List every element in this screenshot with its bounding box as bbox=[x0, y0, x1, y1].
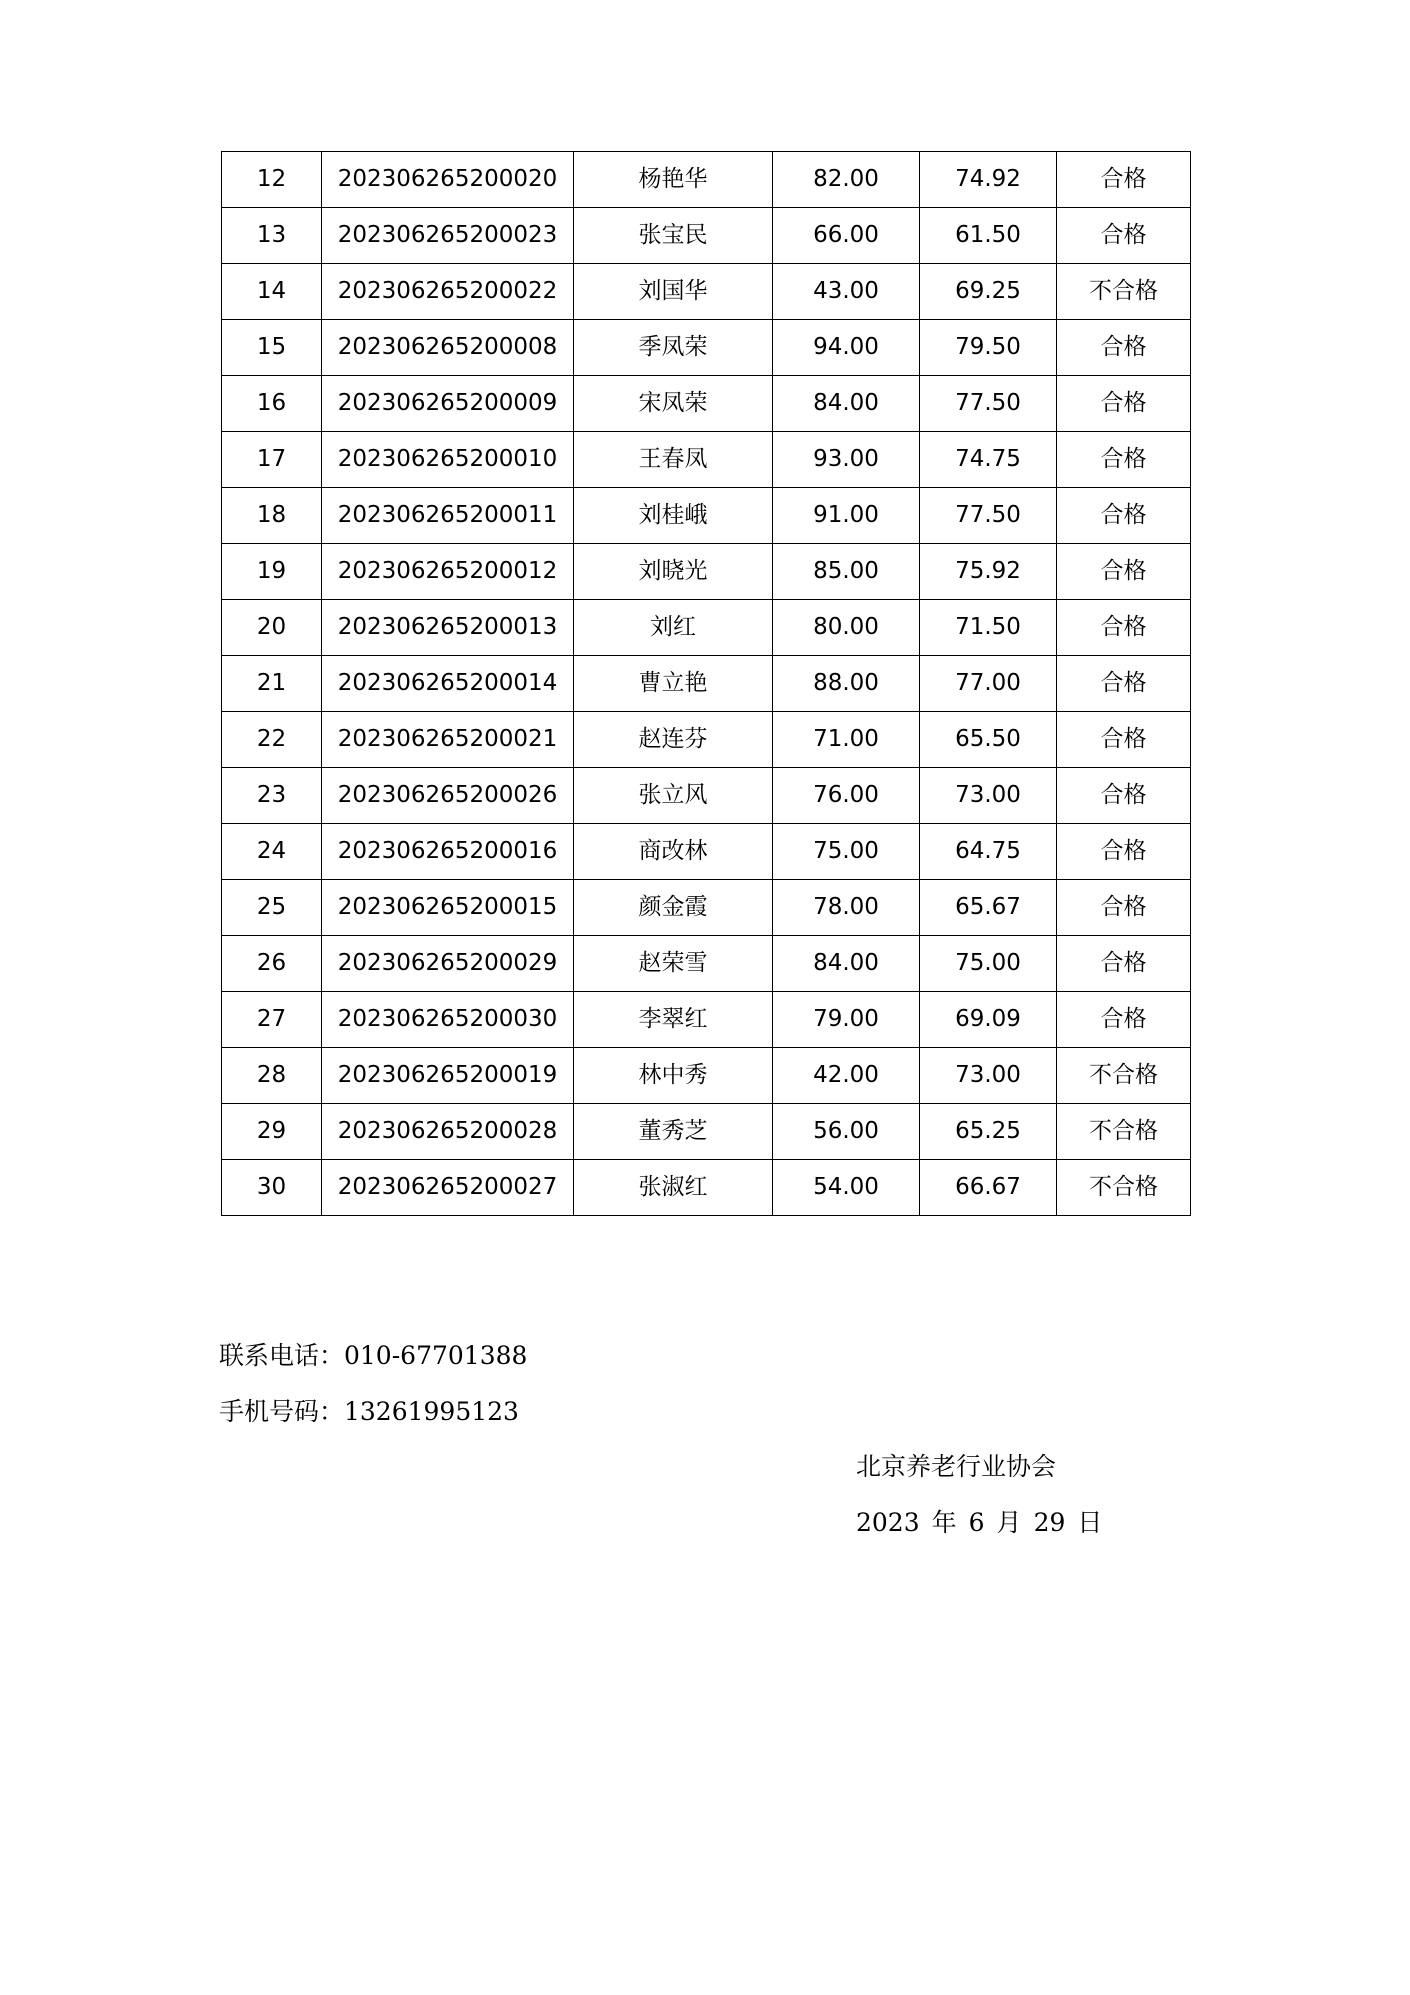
cell-score-2: 71.50 bbox=[920, 600, 1057, 656]
cell-score-1: 78.00 bbox=[773, 880, 920, 936]
cell-result: 合格 bbox=[1057, 376, 1191, 432]
cell-result: 合格 bbox=[1057, 488, 1191, 544]
table-row bbox=[222, 712, 1191, 768]
cell-exam-id: 202306265200023 bbox=[322, 208, 574, 264]
cell-score-1: 91.00 bbox=[773, 488, 920, 544]
cell-name: 张立风 bbox=[574, 768, 773, 824]
cell-score-2: 75.00 bbox=[920, 936, 1057, 992]
cell-score-2: 61.50 bbox=[920, 208, 1057, 264]
cell-seq: 22 bbox=[222, 712, 322, 768]
contact-mobile: 手机号码：13261995123 bbox=[219, 1397, 519, 1426]
table-row bbox=[222, 544, 1191, 600]
cell-seq: 28 bbox=[222, 1048, 322, 1104]
cell-score-1: 66.00 bbox=[773, 208, 920, 264]
cell-name: 林中秀 bbox=[574, 1048, 773, 1104]
cell-score-1: 93.00 bbox=[773, 432, 920, 488]
cell-exam-id: 202306265200022 bbox=[322, 264, 574, 320]
cell-score-1: 54.00 bbox=[773, 1160, 920, 1216]
cell-score-2: 65.67 bbox=[920, 880, 1057, 936]
cell-seq: 12 bbox=[222, 152, 322, 208]
cell-score-2: 75.92 bbox=[920, 544, 1057, 600]
cell-score-1: 56.00 bbox=[773, 1104, 920, 1160]
cell-name: 商改林 bbox=[574, 824, 773, 880]
cell-seq: 27 bbox=[222, 992, 322, 1048]
cell-result: 合格 bbox=[1057, 768, 1191, 824]
cell-seq: 26 bbox=[222, 936, 322, 992]
cell-score-1: 80.00 bbox=[773, 600, 920, 656]
table-row bbox=[222, 600, 1191, 656]
cell-seq: 29 bbox=[222, 1104, 322, 1160]
cell-score-2: 69.09 bbox=[920, 992, 1057, 1048]
cell-seq: 25 bbox=[222, 880, 322, 936]
cell-seq: 13 bbox=[222, 208, 322, 264]
cell-seq: 19 bbox=[222, 544, 322, 600]
contact-phone: 联系电话：010-67701388 bbox=[219, 1341, 528, 1370]
cell-score-1: 85.00 bbox=[773, 544, 920, 600]
date-year-unit: 年 bbox=[931, 1508, 957, 1537]
cell-seq: 15 bbox=[222, 320, 322, 376]
cell-seq: 23 bbox=[222, 768, 322, 824]
signature-date bbox=[856, 1510, 1102, 1535]
cell-name: 王春凤 bbox=[574, 432, 773, 488]
table-row bbox=[222, 1160, 1191, 1216]
cell-exam-id: 202306265200026 bbox=[322, 768, 574, 824]
cell-seq: 30 bbox=[222, 1160, 322, 1216]
cell-name: 赵荣雪 bbox=[574, 936, 773, 992]
cell-result: 不合格 bbox=[1057, 1104, 1191, 1160]
cell-score-1: 82.00 bbox=[773, 152, 920, 208]
cell-seq: 21 bbox=[222, 656, 322, 712]
cell-score-1: 84.00 bbox=[773, 376, 920, 432]
table-row bbox=[222, 320, 1191, 376]
cell-result: 不合格 bbox=[1057, 264, 1191, 320]
cell-result: 合格 bbox=[1057, 880, 1191, 936]
date-day: 29 bbox=[1033, 1508, 1066, 1537]
cell-exam-id: 202306265200029 bbox=[322, 936, 574, 992]
cell-name: 刘红 bbox=[574, 600, 773, 656]
table-row bbox=[222, 656, 1191, 712]
cell-score-1: 88.00 bbox=[773, 656, 920, 712]
cell-name: 李翠红 bbox=[574, 992, 773, 1048]
cell-exam-id: 202306265200030 bbox=[322, 992, 574, 1048]
table-row bbox=[222, 824, 1191, 880]
cell-score-2: 77.50 bbox=[920, 488, 1057, 544]
cell-exam-id: 202306265200014 bbox=[322, 656, 574, 712]
cell-score-1: 42.00 bbox=[773, 1048, 920, 1104]
cell-exam-id: 202306265200028 bbox=[322, 1104, 574, 1160]
cell-score-2: 74.75 bbox=[920, 432, 1057, 488]
cell-score-2: 73.00 bbox=[920, 1048, 1057, 1104]
table-row bbox=[222, 936, 1191, 992]
cell-name: 张宝民 bbox=[574, 208, 773, 264]
cell-exam-id: 202306265200016 bbox=[322, 824, 574, 880]
cell-name: 曹立艳 bbox=[574, 656, 773, 712]
date-day-unit: 日 bbox=[1077, 1508, 1103, 1537]
results-table-body bbox=[222, 152, 1191, 1216]
cell-seq: 16 bbox=[222, 376, 322, 432]
cell-name: 季凤荣 bbox=[574, 320, 773, 376]
cell-exam-id: 202306265200010 bbox=[322, 432, 574, 488]
date-year: 2023 bbox=[856, 1508, 920, 1537]
cell-name: 刘晓光 bbox=[574, 544, 773, 600]
cell-exam-id: 202306265200011 bbox=[322, 488, 574, 544]
table-row bbox=[222, 376, 1191, 432]
table-row bbox=[222, 992, 1191, 1048]
cell-score-2: 73.00 bbox=[920, 768, 1057, 824]
cell-result: 合格 bbox=[1057, 432, 1191, 488]
cell-score-2: 77.00 bbox=[920, 656, 1057, 712]
cell-score-2: 66.67 bbox=[920, 1160, 1057, 1216]
cell-score-2: 74.92 bbox=[920, 152, 1057, 208]
cell-result: 不合格 bbox=[1057, 1160, 1191, 1216]
cell-result: 合格 bbox=[1057, 600, 1191, 656]
cell-name: 刘桂峨 bbox=[574, 488, 773, 544]
cell-score-2: 77.50 bbox=[920, 376, 1057, 432]
cell-exam-id: 202306265200008 bbox=[322, 320, 574, 376]
cell-exam-id: 202306265200012 bbox=[322, 544, 574, 600]
cell-result: 合格 bbox=[1057, 544, 1191, 600]
cell-score-1: 94.00 bbox=[773, 320, 920, 376]
cell-score-2: 65.25 bbox=[920, 1104, 1057, 1160]
date-month: 6 bbox=[968, 1508, 985, 1537]
cell-result: 合格 bbox=[1057, 936, 1191, 992]
cell-score-1: 43.00 bbox=[773, 264, 920, 320]
cell-exam-id: 202306265200009 bbox=[322, 376, 574, 432]
table-row bbox=[222, 880, 1191, 936]
cell-score-1: 76.00 bbox=[773, 768, 920, 824]
cell-seq: 20 bbox=[222, 600, 322, 656]
cell-score-2: 79.50 bbox=[920, 320, 1057, 376]
cell-result: 合格 bbox=[1057, 992, 1191, 1048]
cell-score-1: 75.00 bbox=[773, 824, 920, 880]
table-row bbox=[222, 208, 1191, 264]
cell-result: 不合格 bbox=[1057, 1048, 1191, 1104]
cell-name: 张淑红 bbox=[574, 1160, 773, 1216]
table-row bbox=[222, 488, 1191, 544]
cell-name: 刘国华 bbox=[574, 264, 773, 320]
cell-score-2: 69.25 bbox=[920, 264, 1057, 320]
results-table bbox=[221, 151, 1191, 1216]
cell-score-2: 65.50 bbox=[920, 712, 1057, 768]
cell-result: 合格 bbox=[1057, 824, 1191, 880]
cell-name: 杨艳华 bbox=[574, 152, 773, 208]
cell-exam-id: 202306265200015 bbox=[322, 880, 574, 936]
cell-exam-id: 202306265200021 bbox=[322, 712, 574, 768]
cell-exam-id: 202306265200013 bbox=[322, 600, 574, 656]
cell-result: 合格 bbox=[1057, 320, 1191, 376]
cell-seq: 18 bbox=[222, 488, 322, 544]
table-row bbox=[222, 1048, 1191, 1104]
table-row bbox=[222, 152, 1191, 208]
table-row bbox=[222, 1104, 1191, 1160]
cell-name: 颜金霞 bbox=[574, 880, 773, 936]
cell-name: 董秀芝 bbox=[574, 1104, 773, 1160]
cell-exam-id: 202306265200019 bbox=[322, 1048, 574, 1104]
cell-name: 宋凤荣 bbox=[574, 376, 773, 432]
cell-result: 合格 bbox=[1057, 208, 1191, 264]
cell-result: 合格 bbox=[1057, 656, 1191, 712]
cell-name: 赵连芬 bbox=[574, 712, 773, 768]
table-row bbox=[222, 264, 1191, 320]
cell-result: 合格 bbox=[1057, 152, 1191, 208]
cell-result: 合格 bbox=[1057, 712, 1191, 768]
table-row bbox=[222, 432, 1191, 488]
cell-exam-id: 202306265200027 bbox=[322, 1160, 574, 1216]
date-month-unit: 月 bbox=[996, 1508, 1022, 1537]
cell-score-2: 64.75 bbox=[920, 824, 1057, 880]
table-row bbox=[222, 768, 1191, 824]
cell-score-1: 79.00 bbox=[773, 992, 920, 1048]
cell-score-1: 84.00 bbox=[773, 936, 920, 992]
cell-score-1: 71.00 bbox=[773, 712, 920, 768]
cell-seq: 24 bbox=[222, 824, 322, 880]
cell-exam-id: 202306265200020 bbox=[322, 152, 574, 208]
cell-seq: 14 bbox=[222, 264, 322, 320]
signature-organization: 北京养老行业协会 bbox=[856, 1452, 1057, 1481]
cell-seq: 17 bbox=[222, 432, 322, 488]
